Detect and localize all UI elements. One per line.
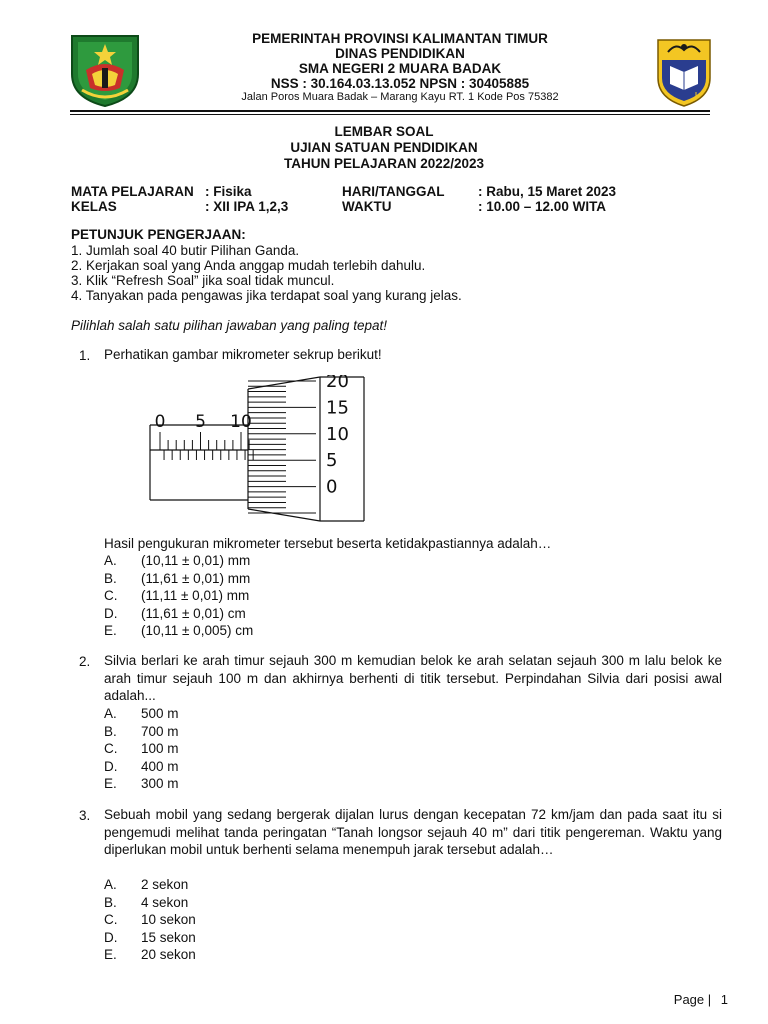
kalimantan-timur-crest-icon [68,30,142,108]
instruction-item: 1. Jumlah soal 40 butir Pilihan Ganda. [71,243,300,258]
option-e[interactable] [104,775,179,793]
option-e[interactable] [104,946,196,964]
question-text: Perhatikan gambar mikrometer sekrup berikut! [104,347,382,362]
option-letter: D. [104,929,118,945]
question-text: Silvia berlari ke arah timur sejauh 300 m kemudian belok ke arah selatan sejauh 300 m lalu belok ke arah timur sejauh 100 m dan akhirnya berhenti di titik tersebut. Perpindahan Silvia dari posisi awal adalah... [104,653,722,703]
page-number: 1 [720,992,728,1007]
option-letter: E. [104,623,117,638]
header-department: DINAS PENDIDIKAN [335,46,465,61]
time-label: WAKTU [342,199,392,214]
question-number: 1. [79,348,91,363]
option-text: 700 m [141,723,179,739]
option-text: (11,11 ± 0,01) mm [141,588,250,603]
option-b[interactable] [104,570,253,588]
main-scale-label: 0 [154,412,166,432]
answer-directive: Pilihlah salah satu pilihan jawaban yang paling tepat! [71,318,387,333]
header-government: PEMERINTAH PROVINSI KALIMANTAN TIMUR [252,31,548,46]
option-text: (11,61 ± 0,01) cm [141,605,246,621]
thimble-scale-label: 5 [326,450,338,472]
option-d[interactable] [104,758,179,776]
option-letter: C. [104,741,118,756]
right-logo [654,30,714,108]
left-logo [68,30,142,108]
page-label: Page | [673,992,712,1007]
option-letter: C. [104,588,118,603]
time-value: : 10.00 – 12.00 WITA [478,199,607,214]
subject-value: : Fisika [205,184,252,199]
day-value: : Rabu, 15 Maret 2023 [478,184,617,199]
options-list [104,552,253,640]
option-text: 300 m [141,776,179,791]
doc-year: TAHUN PELAJARAN 2022/2023 [283,156,485,171]
option-text: 100 m [141,741,179,756]
options-list [104,876,196,964]
option-text: (11,61 ± 0,01) mm [141,570,251,586]
option-c[interactable] [104,740,179,758]
option-text: 400 m [141,758,179,774]
option-c[interactable] [104,911,196,929]
thimble-scale-label: 0 [326,476,338,498]
instructions-heading: PETUNJUK PENGERJAAN: [71,227,246,242]
option-letter: A. [104,877,117,892]
option-a[interactable] [104,876,196,894]
option-text: 500 m [141,706,179,721]
doc-title: LEMBAR SOAL [334,124,434,139]
thimble-bevel [248,377,320,521]
instruction-item: 2. Kerjakan soal yang Anda anggap mudah terlebih dahulu. [71,258,426,273]
header-divider-thin [70,114,710,115]
header-school-ids: NSS : 30.164.03.13.052 NPSN : 30405885 [270,76,530,91]
day-label: HARI/TANGGAL [342,184,445,199]
question-number: 2. [79,654,91,669]
option-letter: A. [104,706,117,721]
option-text: 4 sekon [141,894,189,910]
doc-subtitle: UJIAN SATUAN PENDIDIKAN [290,140,478,155]
school-shield-logo-icon [654,30,714,108]
main-scale-label: 10 [230,412,252,432]
question-number: 3. [79,808,91,823]
options-list [104,705,179,793]
option-letter: E. [104,947,117,962]
option-b[interactable] [104,894,196,912]
option-letter: B. [104,894,117,910]
option-letter: D. [104,758,118,774]
option-text: 15 sekon [141,929,196,945]
micrometer-diagram [140,375,375,523]
option-d[interactable] [104,605,253,623]
question-prompt: Hasil pengukuran mikrometer tersebut beserta ketidakpastiannya adalah… [104,536,552,551]
option-text: 2 sekon [141,877,189,892]
header-school-name: SMA NEGERI 2 MUARA BADAK [298,61,502,76]
class-label: KELAS [71,199,117,214]
option-letter: B. [104,723,117,739]
header-address: Jalan Poros Muara Badak – Marang Kayu RT. 1 Kode Pos 75382 [241,91,559,103]
class-value: : XII IPA 1,2,3 [205,199,289,214]
option-letter: C. [104,912,118,927]
option-text: (10,11 ± 0,005) cm [141,623,254,638]
option-text: 10 sekon [141,912,196,927]
page-indicator [674,992,728,1007]
option-b[interactable] [104,723,179,741]
option-a[interactable] [104,705,179,723]
option-letter: A. [104,553,117,568]
instruction-item: 4. Tanyakan pada pengawas jika terdapat soal yang kurang jelas. [71,288,462,303]
thimble-scale-label: 15 [326,397,349,419]
question-text: Sebuah mobil yang sedang bergerak dijalan lurus dengan kecepatan 72 km/jam dan pada saat itu si pengemudi melihat tanda peringatan “Tanah longsor sejauh 40 m” dari titik pengereman. Waktu yang diperlukan mobil untuk berhenti selama menempuh jarak tersebut adalah… [104,807,722,857]
option-letter: D. [104,605,118,621]
option-text: 20 sekon [141,947,196,962]
header-divider [70,110,710,112]
option-a[interactable] [104,552,253,570]
thimble-scale-label: 10 [326,423,349,445]
option-letter: E. [104,776,117,791]
option-text: (10,11 ± 0,01) mm [141,553,251,568]
option-e[interactable] [104,622,253,640]
option-letter: B. [104,570,117,586]
thimble-scale-label: 20 [326,375,349,392]
main-scale-label: 5 [195,412,206,432]
option-d[interactable] [104,929,196,947]
option-c[interactable] [104,587,253,605]
subject-label: MATA PELAJARAN [71,184,194,199]
instruction-item: 3. Klik “Refresh Soal” jika soal tidak muncul. [71,273,335,288]
